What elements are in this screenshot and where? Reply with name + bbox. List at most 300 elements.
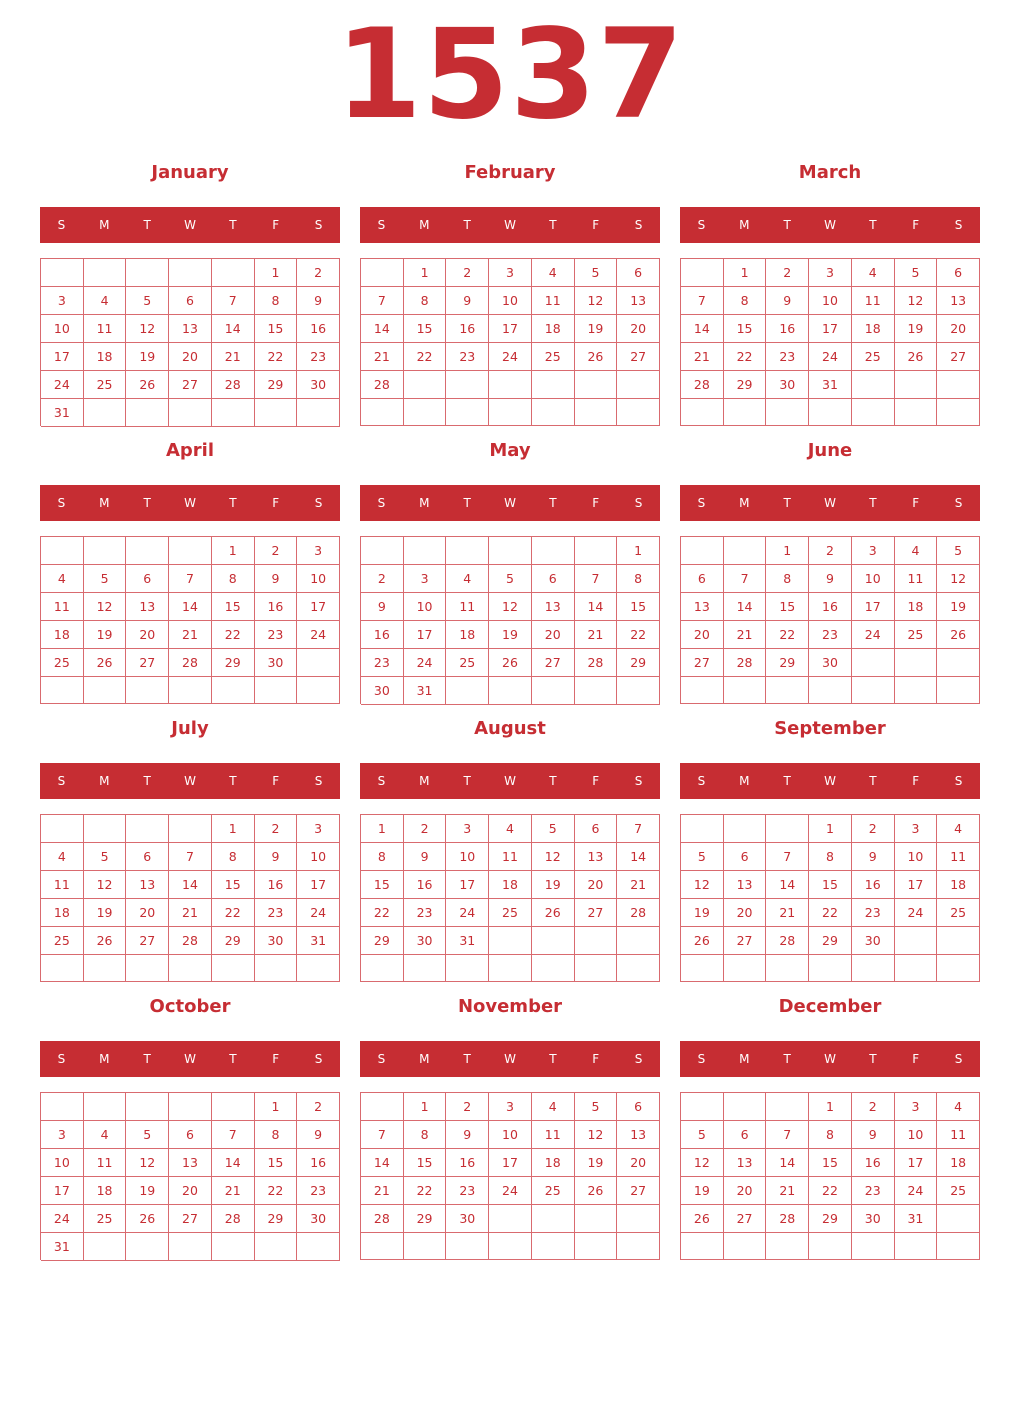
empty-cell: [895, 955, 938, 982]
weekday-label: S: [377, 1052, 386, 1066]
day-cell: 23: [852, 1177, 895, 1205]
empty-cell: [41, 259, 84, 287]
weekday-label: T: [869, 218, 877, 232]
day-cell: 15: [617, 593, 660, 621]
empty-cell: [809, 1233, 852, 1260]
day-cell: 7: [724, 565, 767, 593]
day-cell: 31: [895, 1205, 938, 1233]
day-cell: 9: [297, 1121, 340, 1149]
empty-cell: [681, 815, 724, 843]
day-cell: 3: [852, 537, 895, 565]
day-cell: 7: [617, 815, 660, 843]
day-cell: 26: [126, 1205, 169, 1233]
day-cell: 25: [532, 1177, 575, 1205]
weekday-label: W: [824, 496, 836, 510]
empty-cell: [255, 677, 298, 704]
day-cell: 28: [617, 899, 660, 927]
empty-cell: [681, 1233, 724, 1260]
empty-cell: [617, 1205, 660, 1233]
day-cell: 16: [404, 871, 447, 899]
day-grid: [40, 1092, 340, 1260]
day-cell: 7: [169, 843, 212, 871]
empty-cell: [617, 399, 660, 426]
empty-cell: [809, 677, 852, 704]
day-cell: 22: [404, 1177, 447, 1205]
day-cell: 23: [297, 343, 340, 371]
weekday-label: M: [419, 496, 430, 510]
empty-cell: [809, 399, 852, 426]
empty-cell: [852, 955, 895, 982]
day-cell: 9: [766, 287, 809, 315]
day-cell: 25: [446, 649, 489, 677]
empty-cell: [41, 1093, 84, 1121]
day-cell: 30: [361, 677, 404, 705]
day-cell: 8: [617, 565, 660, 593]
empty-cell: [681, 537, 724, 565]
day-cell: 15: [361, 871, 404, 899]
weekday-label: M: [739, 218, 750, 232]
day-cell: 24: [404, 649, 447, 677]
day-cell: 12: [126, 315, 169, 343]
day-cell: 26: [84, 927, 127, 955]
day-cell: 14: [724, 593, 767, 621]
empty-cell: [169, 399, 212, 427]
day-cell: 11: [41, 593, 84, 621]
empty-cell: [169, 1093, 212, 1121]
empty-cell: [169, 955, 212, 982]
day-cell: 9: [852, 843, 895, 871]
day-cell: 14: [361, 315, 404, 343]
empty-cell: [446, 955, 489, 982]
empty-cell: [212, 399, 255, 427]
weekday-label: S: [314, 774, 323, 788]
empty-cell: [404, 1233, 447, 1260]
empty-cell: [446, 677, 489, 705]
month-march: [680, 160, 980, 430]
day-cell: 21: [212, 1177, 255, 1205]
month-name: September: [774, 718, 886, 739]
empty-cell: [169, 259, 212, 287]
weekday-label: T: [549, 1052, 557, 1066]
weekday-label: W: [504, 1052, 516, 1066]
day-cell: 16: [446, 1149, 489, 1177]
empty-cell: [937, 955, 980, 982]
weekday-label: S: [314, 496, 323, 510]
day-cell: 30: [404, 927, 447, 955]
day-cell: 22: [212, 621, 255, 649]
day-cell: 2: [255, 815, 298, 843]
empty-cell: [84, 1233, 127, 1261]
weekday-label: S: [377, 774, 386, 788]
month-february: [360, 160, 660, 430]
day-cell: 1: [255, 1093, 298, 1121]
empty-cell: [361, 259, 404, 287]
day-cell: 19: [532, 871, 575, 899]
day-cell: 26: [937, 621, 980, 649]
weekday-label: T: [143, 496, 151, 510]
weekday-label: F: [912, 1052, 920, 1066]
weekday-label: F: [912, 774, 920, 788]
day-cell: 13: [617, 1121, 660, 1149]
day-cell: 25: [41, 649, 84, 677]
day-cell: 12: [489, 593, 532, 621]
day-cell: 3: [404, 565, 447, 593]
day-cell: 17: [895, 871, 938, 899]
day-cell: 5: [84, 843, 127, 871]
day-cell: 1: [766, 537, 809, 565]
day-cell: 17: [297, 593, 340, 621]
day-cell: 28: [212, 371, 255, 399]
weekday-header: [360, 763, 660, 799]
day-cell: 5: [575, 259, 618, 287]
day-cell: 6: [169, 287, 212, 315]
day-cell: 19: [895, 315, 938, 343]
empty-cell: [575, 1233, 618, 1260]
day-cell: 20: [575, 871, 618, 899]
day-cell: 9: [446, 287, 489, 315]
day-cell: 30: [809, 649, 852, 677]
empty-cell: [297, 677, 340, 704]
day-cell: 22: [809, 1177, 852, 1205]
day-cell: 1: [361, 815, 404, 843]
day-cell: 11: [489, 843, 532, 871]
empty-cell: [617, 677, 660, 705]
day-cell: 21: [681, 343, 724, 371]
day-cell: 24: [297, 621, 340, 649]
empty-cell: [532, 955, 575, 982]
day-cell: 10: [404, 593, 447, 621]
weekday-label: W: [504, 218, 516, 232]
day-cell: 1: [404, 1093, 447, 1121]
day-cell: 3: [489, 1093, 532, 1121]
day-cell: 11: [84, 1149, 127, 1177]
day-cell: 26: [489, 649, 532, 677]
empty-cell: [575, 399, 618, 426]
day-cell: 12: [895, 287, 938, 315]
day-cell: 16: [361, 621, 404, 649]
day-cell: 26: [895, 343, 938, 371]
day-cell: 8: [361, 843, 404, 871]
day-cell: 27: [681, 649, 724, 677]
day-cell: 2: [852, 815, 895, 843]
day-cell: 6: [937, 259, 980, 287]
empty-cell: [724, 399, 767, 426]
empty-cell: [255, 399, 298, 427]
day-cell: 30: [852, 927, 895, 955]
day-cell: 28: [766, 1205, 809, 1233]
empty-cell: [212, 955, 255, 982]
day-cell: 18: [895, 593, 938, 621]
weekday-label: M: [739, 774, 750, 788]
weekday-label: S: [634, 218, 643, 232]
weekday-header: [680, 1041, 980, 1077]
day-cell: 19: [489, 621, 532, 649]
day-cell: 10: [809, 287, 852, 315]
empty-cell: [895, 649, 938, 677]
day-cell: 9: [297, 287, 340, 315]
day-grid: [360, 814, 660, 982]
day-cell: 18: [937, 1149, 980, 1177]
day-cell: 6: [724, 1121, 767, 1149]
day-cell: 25: [937, 1177, 980, 1205]
empty-cell: [41, 955, 84, 982]
day-cell: 15: [255, 1149, 298, 1177]
day-cell: 24: [41, 1205, 84, 1233]
day-cell: 9: [404, 843, 447, 871]
empty-cell: [126, 955, 169, 982]
weekday-label: T: [143, 774, 151, 788]
day-cell: 11: [84, 315, 127, 343]
day-cell: 20: [169, 1177, 212, 1205]
day-cell: 22: [361, 899, 404, 927]
day-cell: 8: [724, 287, 767, 315]
day-cell: 7: [766, 1121, 809, 1149]
day-cell: 16: [852, 1149, 895, 1177]
empty-cell: [575, 927, 618, 955]
day-cell: 8: [404, 287, 447, 315]
weekday-label: W: [184, 774, 196, 788]
day-cell: 13: [169, 1149, 212, 1177]
weekday-label: M: [99, 496, 110, 510]
day-cell: 27: [575, 899, 618, 927]
day-cell: 24: [895, 899, 938, 927]
day-cell: 23: [404, 899, 447, 927]
empty-cell: [126, 1093, 169, 1121]
day-cell: 31: [297, 927, 340, 955]
day-cell: 25: [489, 899, 532, 927]
empty-cell: [937, 1205, 980, 1233]
empty-cell: [937, 677, 980, 704]
weekday-label: S: [634, 1052, 643, 1066]
day-cell: 29: [212, 927, 255, 955]
day-cell: 1: [404, 259, 447, 287]
weekday-label: T: [869, 774, 877, 788]
empty-cell: [809, 955, 852, 982]
day-cell: 10: [297, 565, 340, 593]
day-cell: 5: [575, 1093, 618, 1121]
day-cell: 6: [532, 565, 575, 593]
month-may: [360, 438, 660, 708]
day-cell: 4: [84, 287, 127, 315]
empty-cell: [575, 371, 618, 399]
empty-cell: [126, 1233, 169, 1261]
empty-cell: [361, 1233, 404, 1260]
day-cell: 26: [681, 1205, 724, 1233]
weekday-label: F: [592, 218, 600, 232]
day-cell: 2: [361, 565, 404, 593]
day-cell: 28: [575, 649, 618, 677]
weekday-label: F: [592, 1052, 600, 1066]
weekday-label: S: [954, 218, 963, 232]
day-cell: 21: [575, 621, 618, 649]
empty-cell: [41, 677, 84, 704]
empty-cell: [126, 259, 169, 287]
empty-cell: [617, 955, 660, 982]
day-cell: 20: [169, 343, 212, 371]
day-cell: 17: [895, 1149, 938, 1177]
day-cell: 29: [255, 1205, 298, 1233]
day-cell: 28: [681, 371, 724, 399]
day-cell: 2: [404, 815, 447, 843]
weekday-label: S: [57, 496, 66, 510]
day-cell: 1: [617, 537, 660, 565]
day-cell: 19: [84, 899, 127, 927]
weekday-label: T: [229, 218, 237, 232]
weekday-label: S: [697, 1052, 706, 1066]
empty-cell: [532, 1233, 575, 1260]
day-grid: [40, 814, 340, 982]
day-cell: 11: [532, 287, 575, 315]
day-cell: 16: [852, 871, 895, 899]
weekday-label: F: [272, 1052, 280, 1066]
empty-cell: [937, 399, 980, 426]
day-cell: 27: [617, 343, 660, 371]
month-april: [40, 438, 340, 708]
empty-cell: [575, 677, 618, 705]
day-cell: 29: [361, 927, 404, 955]
day-cell: 8: [255, 1121, 298, 1149]
day-cell: 21: [361, 343, 404, 371]
empty-cell: [297, 399, 340, 427]
empty-cell: [489, 955, 532, 982]
empty-cell: [404, 955, 447, 982]
empty-cell: [84, 537, 127, 565]
day-cell: 28: [766, 927, 809, 955]
weekday-label: T: [143, 1052, 151, 1066]
day-cell: 12: [681, 1149, 724, 1177]
day-cell: 7: [361, 1121, 404, 1149]
day-cell: 5: [895, 259, 938, 287]
day-cell: 6: [724, 843, 767, 871]
day-cell: 7: [361, 287, 404, 315]
weekday-label: S: [57, 218, 66, 232]
weekday-label: M: [99, 218, 110, 232]
day-cell: 18: [84, 343, 127, 371]
empty-cell: [937, 649, 980, 677]
empty-cell: [255, 955, 298, 982]
day-cell: 5: [532, 815, 575, 843]
day-cell: 13: [937, 287, 980, 315]
empty-cell: [297, 1233, 340, 1261]
day-cell: 9: [446, 1121, 489, 1149]
day-grid: [680, 814, 980, 982]
day-cell: 14: [169, 871, 212, 899]
day-cell: 29: [809, 1205, 852, 1233]
day-cell: 23: [852, 899, 895, 927]
year-title: 1537: [335, 3, 685, 147]
day-cell: 23: [255, 899, 298, 927]
weekday-label: S: [954, 774, 963, 788]
day-cell: 27: [617, 1177, 660, 1205]
day-cell: 21: [724, 621, 767, 649]
day-cell: 30: [297, 371, 340, 399]
weekday-label: T: [229, 496, 237, 510]
day-cell: 1: [724, 259, 767, 287]
day-cell: 9: [852, 1121, 895, 1149]
empty-cell: [724, 1093, 767, 1121]
day-cell: 26: [575, 343, 618, 371]
day-cell: 16: [255, 593, 298, 621]
day-cell: 2: [809, 537, 852, 565]
weekday-label: T: [549, 496, 557, 510]
day-cell: 6: [126, 565, 169, 593]
empty-cell: [84, 815, 127, 843]
day-cell: 22: [809, 899, 852, 927]
weekday-label: T: [229, 1052, 237, 1066]
month-august: [360, 716, 660, 986]
weekday-header: [680, 485, 980, 521]
empty-cell: [361, 399, 404, 426]
empty-cell: [126, 399, 169, 427]
day-cell: 18: [489, 871, 532, 899]
day-cell: 11: [532, 1121, 575, 1149]
empty-cell: [937, 1233, 980, 1260]
weekday-label: T: [869, 496, 877, 510]
day-cell: 15: [809, 1149, 852, 1177]
day-cell: 3: [809, 259, 852, 287]
day-grid: [360, 1092, 660, 1260]
empty-cell: [297, 955, 340, 982]
day-cell: 8: [809, 1121, 852, 1149]
day-grid: [680, 258, 980, 426]
day-cell: 27: [169, 1205, 212, 1233]
day-cell: 6: [617, 259, 660, 287]
empty-cell: [532, 371, 575, 399]
day-cell: 11: [937, 1121, 980, 1149]
day-cell: 27: [126, 927, 169, 955]
day-cell: 22: [255, 1177, 298, 1205]
day-cell: 29: [404, 1205, 447, 1233]
day-cell: 12: [84, 593, 127, 621]
day-cell: 6: [126, 843, 169, 871]
day-cell: 14: [169, 593, 212, 621]
empty-cell: [532, 399, 575, 426]
day-cell: 28: [361, 371, 404, 399]
day-cell: 19: [84, 621, 127, 649]
day-cell: 8: [255, 287, 298, 315]
day-cell: 26: [532, 899, 575, 927]
day-cell: 27: [724, 1205, 767, 1233]
weekday-header: [40, 1041, 340, 1077]
day-cell: 20: [617, 1149, 660, 1177]
empty-cell: [766, 399, 809, 426]
weekday-header: [680, 207, 980, 243]
weekday-label: F: [592, 496, 600, 510]
day-cell: 24: [852, 621, 895, 649]
empty-cell: [169, 677, 212, 704]
day-cell: 7: [681, 287, 724, 315]
month-name: November: [457, 996, 563, 1017]
weekday-header: [680, 763, 980, 799]
day-cell: 4: [532, 1093, 575, 1121]
weekday-label: S: [314, 218, 323, 232]
day-cell: 7: [169, 565, 212, 593]
day-cell: 7: [212, 1121, 255, 1149]
day-cell: 5: [489, 565, 532, 593]
day-cell: 2: [297, 259, 340, 287]
weekday-label: F: [592, 774, 600, 788]
month-name: April: [165, 440, 215, 461]
day-cell: 4: [489, 815, 532, 843]
weekday-label: T: [783, 496, 791, 510]
month-name: February: [464, 162, 556, 183]
day-cell: 23: [446, 343, 489, 371]
day-cell: 2: [446, 259, 489, 287]
day-cell: 11: [41, 871, 84, 899]
day-cell: 14: [212, 1149, 255, 1177]
day-cell: 3: [489, 259, 532, 287]
day-cell: 18: [84, 1177, 127, 1205]
